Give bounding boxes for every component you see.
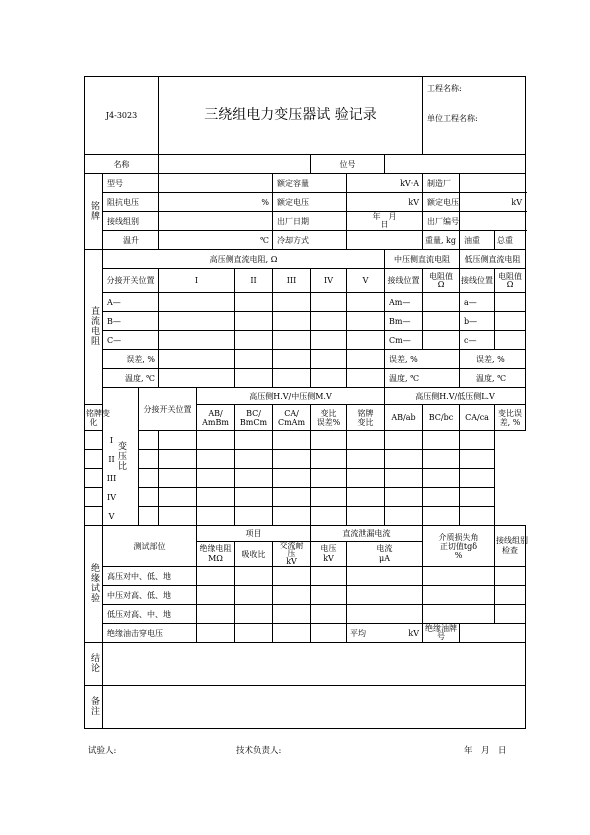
rated-voltage-label-1: 额定电压 bbox=[273, 193, 347, 212]
cell[interactable] bbox=[347, 586, 423, 605]
test-part-header: 测试部位 bbox=[103, 526, 197, 567]
ratio-tap-position-header: 分接开关位置 bbox=[139, 388, 197, 431]
nameplate-ratio-header-2: 铭牌 变比 bbox=[347, 405, 385, 431]
dc-current-header: 电流 μA bbox=[347, 542, 423, 567]
cell[interactable] bbox=[460, 450, 495, 469]
cell[interactable] bbox=[385, 469, 423, 488]
cell[interactable] bbox=[235, 586, 273, 605]
cell[interactable] bbox=[347, 450, 385, 469]
average-label: 平均 bbox=[350, 628, 366, 638]
ratio-error-header-2: 变比误 差, % bbox=[495, 405, 526, 431]
cell[interactable] bbox=[423, 450, 460, 469]
ratio-error-header-1: 变比 误差% bbox=[311, 405, 347, 431]
factory-date-label: 出厂日期 bbox=[273, 212, 347, 231]
dc-voltage-header: 电压 kV bbox=[311, 542, 347, 567]
ac-withstand-header: 交流耐 压 kV bbox=[273, 542, 311, 567]
cell[interactable] bbox=[347, 605, 423, 624]
date-label: 年 月 日 bbox=[464, 746, 507, 756]
cell[interactable] bbox=[235, 312, 273, 331]
ca-ca-header: CA/ca bbox=[460, 405, 495, 431]
cell[interactable] bbox=[495, 312, 526, 331]
cell[interactable] bbox=[197, 507, 235, 526]
cell[interactable] bbox=[273, 369, 311, 388]
dc-resistance-section-label: 直流电阻 bbox=[85, 250, 103, 405]
ratio-row-label-5: V bbox=[85, 507, 139, 526]
cell[interactable] bbox=[139, 507, 159, 526]
cell[interactable] bbox=[423, 331, 460, 350]
tap-header-5: V bbox=[347, 269, 385, 293]
cell[interactable] bbox=[273, 567, 311, 586]
cell[interactable] bbox=[197, 605, 235, 624]
temp-rise-label: 温升 bbox=[103, 231, 159, 250]
rated-voltage-unit-1: kV bbox=[347, 193, 423, 212]
cell[interactable] bbox=[347, 331, 385, 350]
hv-lv-title: 高压侧H.V/低压侧L.V bbox=[385, 388, 526, 405]
cell[interactable] bbox=[197, 567, 235, 586]
cell[interactable] bbox=[235, 469, 273, 488]
conn-group-check-header: 接线组别 检查 bbox=[495, 526, 526, 567]
cell[interactable] bbox=[311, 507, 347, 526]
dc-leak-header: 直流泄漏电流 bbox=[311, 526, 423, 542]
mv-row-c: Cm— bbox=[385, 331, 423, 350]
cell[interactable] bbox=[235, 293, 273, 312]
hv-row-c: C— bbox=[103, 331, 159, 350]
cell[interactable] bbox=[197, 469, 235, 488]
cell[interactable] bbox=[273, 350, 311, 369]
project-info bbox=[423, 77, 526, 155]
cell[interactable] bbox=[311, 350, 347, 369]
mv-error-label: 误差, % bbox=[385, 350, 460, 369]
cell[interactable] bbox=[347, 488, 385, 507]
signature-line bbox=[84, 742, 520, 756]
ab-ambm-header: AB/ AmBm bbox=[197, 405, 235, 431]
cell[interactable] bbox=[385, 431, 423, 450]
model-label: 型号 bbox=[103, 174, 159, 193]
conclusion-value[interactable] bbox=[103, 643, 526, 686]
cell[interactable] bbox=[197, 624, 235, 643]
cell[interactable] bbox=[460, 488, 495, 507]
lv-row-b: b— bbox=[460, 312, 495, 331]
cell[interactable] bbox=[347, 293, 385, 312]
connection-group-label: 接线组别 bbox=[103, 212, 159, 231]
cell[interactable] bbox=[159, 331, 235, 350]
weight-label: 重量, kg bbox=[423, 231, 460, 250]
cell[interactable] bbox=[385, 507, 423, 526]
manufacturer-value[interactable] bbox=[460, 174, 526, 193]
factory-no-value[interactable] bbox=[460, 212, 526, 231]
cell[interactable] bbox=[197, 488, 235, 507]
cell[interactable] bbox=[235, 431, 273, 450]
cell[interactable] bbox=[460, 469, 495, 488]
cell[interactable] bbox=[311, 605, 347, 624]
cell[interactable] bbox=[139, 431, 159, 450]
mv-dc-title: 中压侧直流电阻 bbox=[385, 250, 460, 269]
insulation-section-label: 绝缘试验 bbox=[85, 526, 103, 643]
ratio-section-label: 变压比 bbox=[103, 388, 139, 526]
cell[interactable] bbox=[273, 293, 311, 312]
position-value-cell[interactable] bbox=[385, 155, 526, 174]
hv-row-a: A— bbox=[103, 293, 159, 312]
cooling-value[interactable] bbox=[347, 231, 423, 250]
remarks-value[interactable] bbox=[103, 686, 526, 729]
tap-header-3: III bbox=[273, 269, 311, 293]
absorption-header: 吸收比 bbox=[235, 542, 273, 567]
cell[interactable] bbox=[235, 331, 273, 350]
cell[interactable] bbox=[139, 469, 159, 488]
cell[interactable] bbox=[423, 605, 495, 624]
average-cell bbox=[347, 624, 423, 643]
lv-row-c: c— bbox=[460, 331, 495, 350]
cell[interactable] bbox=[311, 624, 347, 643]
cell[interactable] bbox=[347, 507, 385, 526]
cell[interactable] bbox=[311, 450, 347, 469]
cell[interactable] bbox=[423, 488, 460, 507]
factory-date-d: 日 bbox=[380, 220, 389, 229]
cell[interactable] bbox=[273, 507, 311, 526]
ins-resistance-header: 绝缘电阻 MΩ bbox=[197, 542, 235, 567]
tap-header-2: II bbox=[235, 269, 273, 293]
mv-connection-header: 接线位置 bbox=[385, 269, 423, 293]
rated-voltage-unit-2: kV bbox=[460, 193, 526, 212]
lv-temp-label: 温度, ℃ bbox=[460, 369, 526, 388]
cooling-label: 冷却方式 bbox=[273, 231, 347, 250]
cell[interactable] bbox=[460, 507, 495, 526]
cell[interactable] bbox=[311, 369, 347, 388]
tap-header-4: IV bbox=[311, 269, 347, 293]
form-code: J4-3023 bbox=[85, 77, 159, 155]
nameplate-section-label: 铭牌 bbox=[85, 174, 103, 250]
cell[interactable] bbox=[159, 369, 235, 388]
cell[interactable] bbox=[235, 605, 273, 624]
cell[interactable] bbox=[273, 450, 311, 469]
cell[interactable] bbox=[235, 624, 273, 643]
cell[interactable] bbox=[385, 488, 423, 507]
cell[interactable] bbox=[159, 350, 235, 369]
cell[interactable] bbox=[311, 567, 347, 586]
cell[interactable] bbox=[385, 450, 423, 469]
cell[interactable] bbox=[159, 450, 197, 469]
tan-delta-header: 介质损失角 正切值tgδ % bbox=[423, 526, 495, 567]
cell[interactable] bbox=[311, 331, 347, 350]
hv-row-b: B— bbox=[103, 312, 159, 331]
cell[interactable] bbox=[273, 586, 311, 605]
ca-cmam-header: CA/ CmAm bbox=[273, 405, 311, 431]
ab-ab-header: AB/ab bbox=[385, 405, 423, 431]
ratio-row-label-4: IV bbox=[85, 488, 139, 507]
cell[interactable] bbox=[235, 369, 273, 388]
ratio-row-label-3: III bbox=[85, 469, 139, 488]
cell[interactable] bbox=[495, 293, 526, 312]
cell[interactable] bbox=[235, 507, 273, 526]
cell[interactable] bbox=[423, 469, 460, 488]
cell[interactable] bbox=[235, 450, 273, 469]
cell[interactable] bbox=[273, 488, 311, 507]
cell[interactable] bbox=[423, 431, 460, 450]
cell[interactable] bbox=[311, 488, 347, 507]
cell[interactable] bbox=[159, 431, 197, 450]
cell[interactable] bbox=[423, 567, 495, 586]
cell[interactable] bbox=[311, 469, 347, 488]
tap-header-1: I bbox=[159, 269, 235, 293]
hv-temp-label: 温度, ℃ bbox=[103, 369, 159, 388]
impedance-voltage-label: 阻抗电压 bbox=[103, 193, 159, 212]
items-header: 项目 bbox=[197, 526, 311, 542]
cell[interactable] bbox=[460, 431, 495, 450]
cell[interactable] bbox=[423, 507, 460, 526]
tap-position-header: 分接开关位置 bbox=[103, 269, 159, 293]
nameplate-ratio-header-1: 铭牌变 化 bbox=[85, 405, 103, 431]
cell[interactable] bbox=[311, 293, 347, 312]
cell[interactable] bbox=[139, 450, 159, 469]
cell[interactable] bbox=[347, 469, 385, 488]
hv-mv-title: 高压侧H.V/中压侧M.V bbox=[197, 388, 385, 405]
cell[interactable] bbox=[273, 605, 311, 624]
cell[interactable] bbox=[159, 469, 197, 488]
cell[interactable] bbox=[273, 312, 311, 331]
lv-row-a: a— bbox=[460, 293, 495, 312]
connection-group-value[interactable] bbox=[159, 212, 273, 231]
factory-no-label: 出厂编号 bbox=[423, 212, 460, 231]
cell[interactable] bbox=[423, 586, 495, 605]
total-weight-label: 总重 bbox=[495, 231, 526, 250]
cell[interactable] bbox=[197, 431, 235, 450]
ins-row-mv: 中压对高、低、地 bbox=[103, 586, 197, 605]
factory-date-ym: 年 月 bbox=[372, 212, 397, 221]
bc-bmcm-header: BC/ BmCm bbox=[235, 405, 273, 431]
cell[interactable] bbox=[347, 312, 385, 331]
oil-breakdown-label: 绝缘油击穿电压 bbox=[103, 624, 197, 643]
cell[interactable] bbox=[347, 369, 385, 388]
mv-resistance-header: 电阻值 Ω bbox=[423, 269, 460, 293]
cell[interactable] bbox=[347, 431, 385, 450]
factory-date-value[interactable] bbox=[347, 212, 423, 231]
cell[interactable] bbox=[273, 469, 311, 488]
cell[interactable] bbox=[347, 350, 385, 369]
tester-label: 试验人: bbox=[88, 746, 117, 756]
ins-row-lv: 低压对高、中、地 bbox=[103, 605, 197, 624]
cell[interactable] bbox=[347, 567, 423, 586]
conclusion-label: 结论 bbox=[85, 643, 103, 686]
cell[interactable] bbox=[159, 312, 235, 331]
ratio-row-label-2: II bbox=[85, 450, 139, 469]
cell[interactable] bbox=[197, 586, 235, 605]
cell[interactable] bbox=[235, 488, 273, 507]
rated-voltage-label-2: 额定电压 bbox=[423, 193, 460, 212]
lv-connection-header: 接线位置 bbox=[460, 269, 495, 293]
cell[interactable] bbox=[159, 488, 197, 507]
lv-error-label: 误差, % bbox=[460, 350, 526, 369]
oil-grade-value[interactable] bbox=[460, 624, 526, 643]
cell[interactable] bbox=[311, 312, 347, 331]
cell[interactable] bbox=[495, 605, 526, 624]
mv-temp-label: 温度, ℃ bbox=[385, 369, 460, 388]
lv-resistance-header: 电阻值 Ω bbox=[495, 269, 526, 293]
impedance-percent: % bbox=[159, 193, 273, 212]
cell[interactable] bbox=[495, 586, 526, 605]
mv-row-b: Bm— bbox=[385, 312, 423, 331]
test-record-form bbox=[84, 76, 529, 729]
mv-row-a: Am— bbox=[385, 293, 423, 312]
oil-weight-label: 油重 bbox=[460, 231, 495, 250]
temp-rise-unit: ℃ bbox=[159, 231, 273, 250]
position-label: 位号 bbox=[311, 155, 385, 174]
cell[interactable] bbox=[273, 431, 311, 450]
cell[interactable] bbox=[235, 350, 273, 369]
model-value[interactable] bbox=[159, 174, 273, 193]
cell[interactable] bbox=[495, 567, 526, 586]
rated-capacity-label: 额定容量 bbox=[273, 174, 347, 193]
cell[interactable] bbox=[311, 431, 347, 450]
manufacturer-label: 制造厂 bbox=[423, 174, 460, 193]
cell[interactable] bbox=[273, 624, 311, 643]
oil-grade-label: 绝缘油牌 号 bbox=[423, 624, 460, 643]
cell[interactable] bbox=[495, 331, 526, 350]
name-label: 名称 bbox=[85, 155, 159, 174]
cell[interactable] bbox=[273, 331, 311, 350]
cell[interactable] bbox=[197, 450, 235, 469]
name-value-cell[interactable] bbox=[159, 155, 311, 174]
cell[interactable] bbox=[311, 586, 347, 605]
ins-row-hv: 高压对中、低、地 bbox=[103, 567, 197, 586]
tech-lead-label: 技术负责人: bbox=[236, 746, 282, 756]
unit-project-name-label: 单位工程名称: bbox=[427, 114, 478, 123]
cell[interactable] bbox=[235, 567, 273, 586]
cell[interactable] bbox=[423, 312, 460, 331]
cell[interactable] bbox=[159, 293, 235, 312]
average-unit: kV bbox=[408, 628, 420, 638]
remarks-label: 备注 bbox=[85, 686, 103, 729]
ratio-row-label-1: I bbox=[85, 431, 139, 450]
bc-bc-header: BC/bc bbox=[423, 405, 460, 431]
capacity-unit: kV·A bbox=[347, 174, 423, 193]
cell[interactable] bbox=[139, 488, 159, 507]
lv-dc-title: 低压侧直流电阻 bbox=[460, 250, 526, 269]
hv-error-label: 误差, % bbox=[103, 350, 159, 369]
form-title: 三绕组电力变压器试 验记录 bbox=[159, 77, 423, 155]
hv-dc-title: 高压侧直流电阻, Ω bbox=[103, 250, 385, 269]
project-name-label: 工程名称: bbox=[427, 84, 462, 93]
cell[interactable] bbox=[423, 293, 460, 312]
cell[interactable] bbox=[159, 507, 197, 526]
